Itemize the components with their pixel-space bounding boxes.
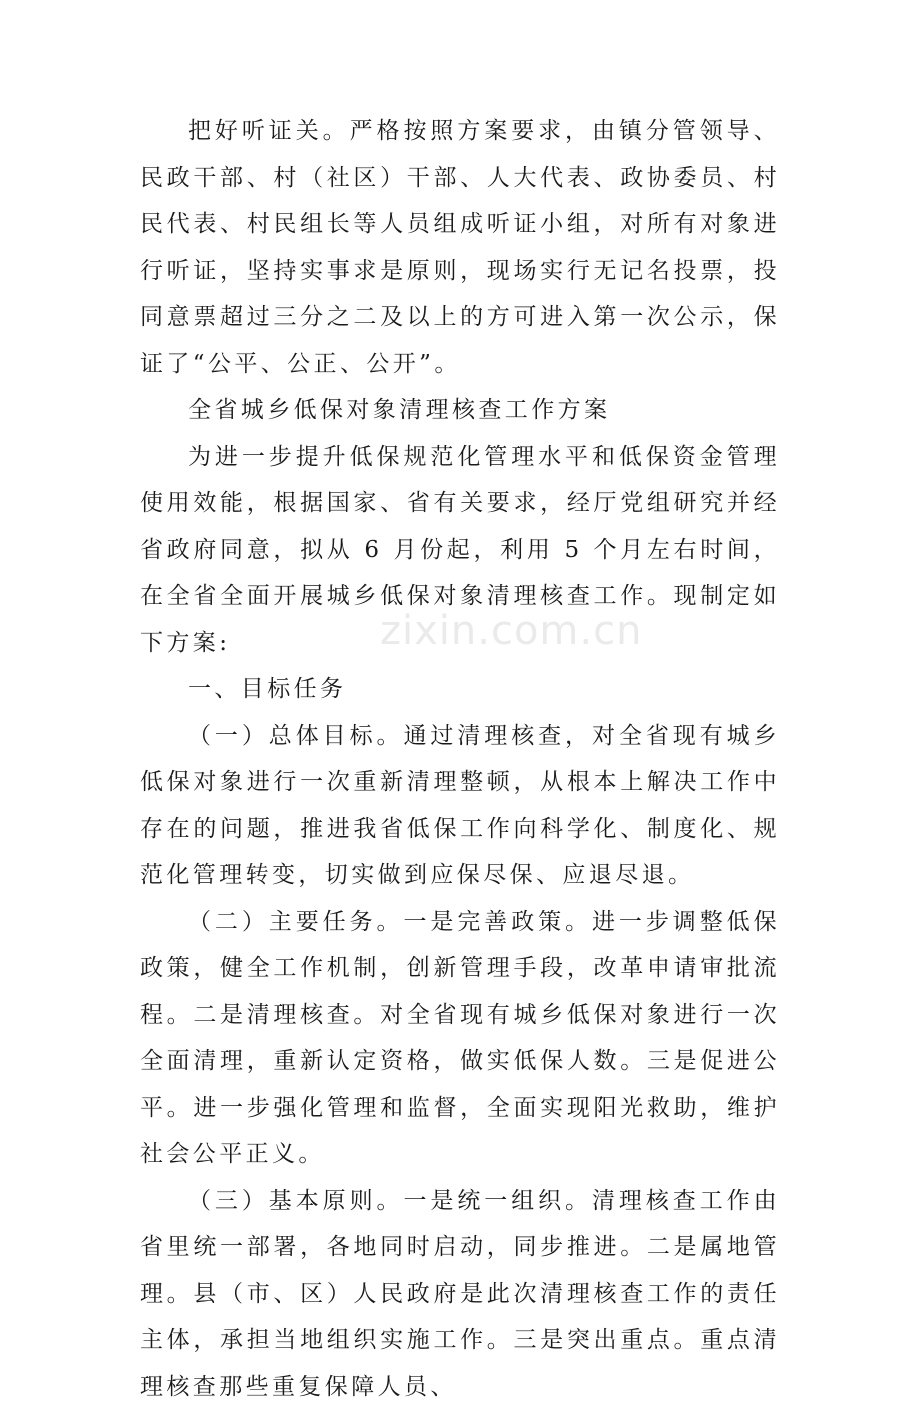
watermark: zixin.com.cn xyxy=(380,608,642,654)
paragraph-basic-principles: （三）基本原则。一是统一组织。清理核查工作由省里统一部署，各地同时启动，同步推进。二是属地管理。县（市、区）人民政府是此次清理核查工作的责任主体，承担当地组织实施工作。三是突出重点。重点清理核查那些重复保障人员、 xyxy=(140,1178,780,1410)
paragraph-overall-goal: （一）总体目标。通过清理核查，对全省现有城乡低保对象进行一次重新清理整顿，从根本上解决工作中存在的问题，推进我省低保工作向科学化、制度化、规范化管理转变，切实做到应保尽保、应退尽退。 xyxy=(140,713,780,899)
section-heading-goals: 一、目标任务 xyxy=(140,666,780,713)
document-body xyxy=(140,108,780,1410)
paragraph-hearing: 把好听证关。严格按照方案要求，由镇分管领导、民政干部、村（社区）干部、人大代表、政协委员、村民代表、村民组长等人员组成听证小组，对所有对象进行听证，坚持实事求是原则，现场实行无记名投票，投同意票超过三分之二及以上的方可进入第一次公示，保证了“公平、公正、公开”。 xyxy=(140,108,780,387)
paragraph-intro: 为进一步提升低保规范化管理水平和低保资金管理使用效能，根据国家、省有关要求，经厅党组研究并经省政府同意，拟从 6 月份起，利用 5 个月左右时间，在全省全面开展城乡低保对象清理核查工作。现制定如下方案: xyxy=(140,434,780,667)
document-title: 全省城乡低保对象清理核查工作方案 xyxy=(140,387,780,434)
paragraph-main-tasks: （二）主要任务。一是完善政策。进一步调整低保政策，健全工作机制，创新管理手段，改革申请审批流程。二是清理核查。对全省现有城乡低保对象进行一次全面清理，重新认定资格，做实低保人数。三是促进公平。进一步强化管理和监督，全面实现阳光救助，维护社会公平正义。 xyxy=(140,899,780,1178)
